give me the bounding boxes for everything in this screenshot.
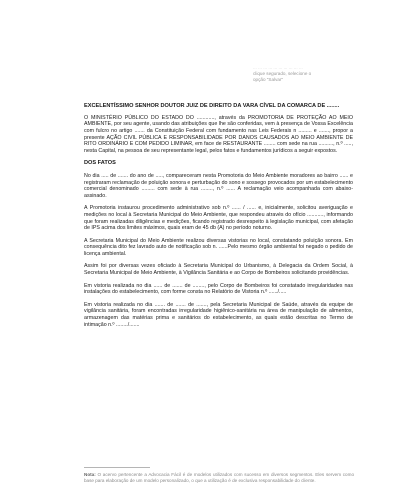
paragraph-facts-3: A Secretaria Municipal do Meio Ambiente realizou diversas vistorias no local, constatando poluição sonora. Em consequência dito fez lavrado auto de notificação sob n. ......Pelo mesmo órgão ambiental foi negado o pedido de licença ambiental. bbox=[84, 237, 353, 257]
footnote bbox=[84, 472, 354, 483]
paragraph-facts-5: Em vistoria realizada no dia ...... de ....... de ........, pelo Corpo de Bombeiros foi constatado irregularidades nas instalações do estabelecimento, com forme consta no Relatório de Vistoria n.º ....../..... bbox=[84, 282, 353, 296]
paragraph-facts-2: A Promotoria instaurou procedimento administrativo sob n.º ...... / ...... e, inicialmente, solicitou averiguação e medições no local à Secretaria Municipal do Meio Ambiente, que respondeu através do ofício ..........., informando que foram realizadas diligências e medições, ficando registrado desrespeito à legislação municipal, com afetação de IPS acima dos limites máximos, quais eram de 45 db (A) no período noturno. bbox=[84, 205, 353, 232]
paragraph-intro: O MINISTÉRIO PÚBLICO DO ESTADO DO ............, através da PROMOTORIA DE PROTEÇÃO AO MEIO AMBIENTE, por seu agente, usando das atribuições que lhe são conferidas, vem à presença de Vossa Excelência com fulcro no artigo ....... da Constituição Federal com fundamento nas Leis Federais n ......... e ......., propor a presente AÇÃO CIVIL PÚBLICA E RESPONSABILIDADE POR DANOS CAUSADOS AO MEIO AMBIENTE DE RITO ORDINÁRIO E COM PEDIDO LIMINAR, em face de RESTAURANTE ........ com sede na rua .........., n.º ....., nesta Capital, na pessoa de seu representante legal, pelos fatos e fundamentos jurídicos a seguir expostos. bbox=[84, 114, 353, 154]
footnote-label: Nota: bbox=[84, 472, 96, 477]
paragraph-facts-4: Assim foi por diversas vezes oficiado à Secretaria Municipal do Urbanismo, à Delegacia da Ordem Social, à Secretaria Municipal de Meio Ambiente, à Vigilância Sanitária e ao Corpo de Bombeiros solicitando providências. bbox=[84, 263, 353, 277]
footnote-text: O acervo pertencente a Advocacia Fácil é de modelos utilizados com sucesso em diversos segmentos. Eles servem como base para elaboração de um modelo personalizado, o que a utilização é de exclusiva responsabilidade do cliente. bbox=[84, 472, 354, 483]
note-line-2: clique segurado, selecione o bbox=[253, 71, 312, 76]
paragraph-facts-1: No dia ..... de ....... do ano de ....., compareceram nesta Promotoria do Meio Ambiente moradores ao bairro ...... e registraram reclamação de poluição sonora e perturbação do sono e sossego provocados por um estabelecimento comercial denominado ......... com sede à rua ........, n.º ...... A reclamação veio acompanhada com abaixo-assinado. bbox=[84, 172, 353, 199]
footnote-divider bbox=[84, 467, 150, 468]
document-body bbox=[84, 103, 353, 334]
note-line-1: ... ... ... ... ... ... ... ... ... ... bbox=[253, 65, 303, 70]
section-title-facts: DOS FATOS bbox=[84, 160, 116, 167]
paragraph-facts-6: Em vistoria realizada no dia ....... de ....... de ......., pela Secretaria Municipal de Saúde, através da equipe de vigilância sanitária, foram encontradas irregularidade higiênico-sanitária na área de manipulação de alimentos, armazenagem das matérias prima e sanitários do estabelecimento, as quais estão descritas no Termo de intimação n.º ......../....... bbox=[84, 301, 353, 328]
note-line-3: opção "Salvar" bbox=[253, 77, 284, 82]
instruction-note bbox=[253, 65, 373, 95]
document-heading: EXCELENTÍSSIMO SENHOR DOUTOR JUIZ DE DIREITO DA VARA CÍVEL DA COMARCA DE ........ bbox=[84, 103, 340, 109]
